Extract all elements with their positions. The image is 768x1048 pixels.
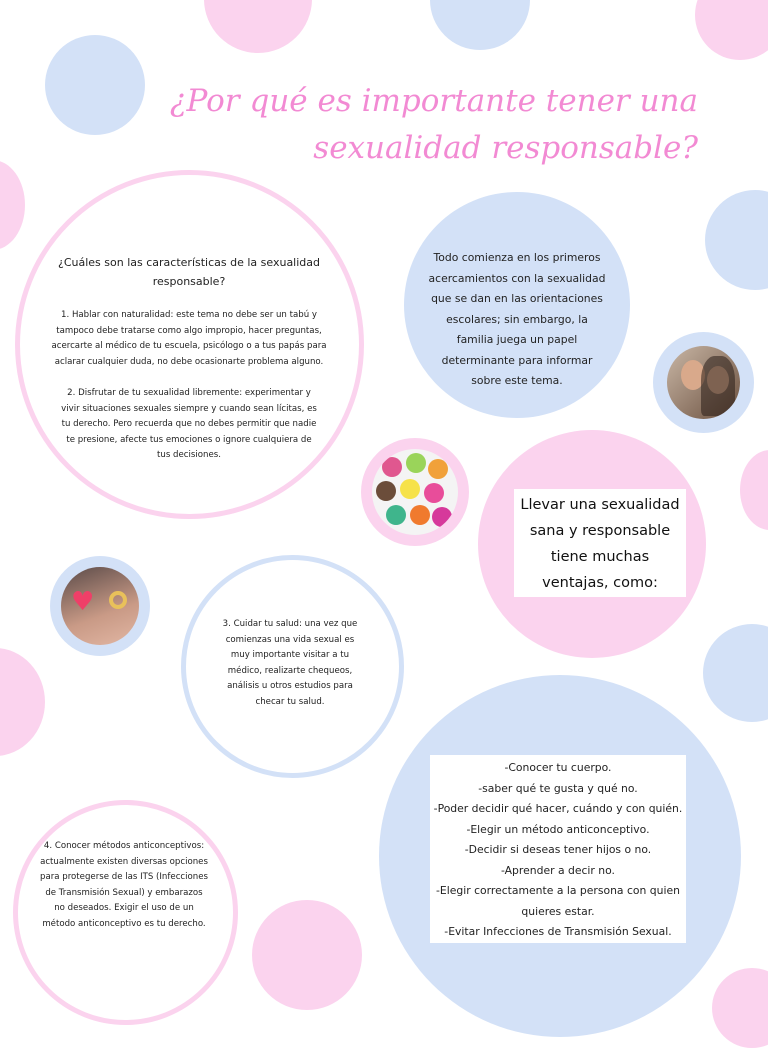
characteristic-item-4: 4. Conocer métodos anticonceptivos: actualmente existen diversas opciones para protegerse de las ITS (Infecciones de Transmisión Sexual) y embarazos no deseados. Exigir el uso de un método anticonceptivo es tu derecho. (40, 841, 208, 929)
decor-dot (430, 0, 530, 50)
condom-icon (376, 481, 396, 501)
advantages-box (514, 489, 686, 597)
hands-photo (61, 567, 139, 645)
title-line-1: ¿Por qué es importante tener una (169, 83, 698, 119)
decor-dot (703, 624, 768, 722)
intro-text: Todo comienza en los primeros acercamientos con la sexualidad que se dan en las orientaciones escolares; sin embargo, la familia juega un papel determinante para informar sobre este tema. (428, 251, 606, 387)
characteristic-item-2: 2. Disfrutar de tu sexualidad libremente: experimentar y vivir situaciones sexuales siempre y cuando sean lícitas, es tu derecho. Pero recuerda que no debes permitir que nadie te presione, afecte tus emociones o ignore cualquiera de tus decisiones. (61, 388, 317, 460)
condom-icon (386, 505, 406, 525)
condom-icon (410, 505, 430, 525)
title-line-2: sexualidad responsable? (313, 130, 698, 166)
benefit-item: -Elegir correctamente a la persona con quien (436, 884, 680, 897)
decor-dot (0, 160, 25, 250)
condom-ring-icon (109, 591, 127, 609)
condom-icon (400, 479, 420, 499)
decor-dot (705, 190, 768, 290)
benefit-item: -Evitar Infecciones de Transmisión Sexual. (444, 925, 672, 938)
decor-dot (45, 35, 145, 135)
benefit-item: -saber qué te gusta y qué no. (478, 781, 638, 795)
hair-shape (701, 356, 735, 416)
characteristic-item-3: 3. Cuidar tu salud: una vez que comienzas una vida sexual es muy importante visitar a tu médico, realizarte chequeos, análisis u otros estudios para checar tu salud. (222, 619, 358, 707)
decor-dot (252, 900, 362, 1010)
benefit-item: -Conocer tu cuerpo. (504, 761, 612, 774)
decor-dot (712, 968, 768, 1048)
page-title (138, 78, 698, 172)
decor-dot (0, 648, 45, 756)
benefit-item: -Poder decidir qué hacer, cuándo y con quién. (433, 802, 683, 815)
couple-photo (667, 346, 740, 419)
condom-icon (424, 483, 444, 503)
benefit-item: -Decidir si deseas tener hijos o no. (464, 843, 652, 856)
condom-icon (428, 459, 448, 479)
decor-dot (204, 0, 312, 53)
condoms-photo (372, 449, 458, 535)
benefit-item: -Elegir un método anticonceptivo. (466, 822, 650, 836)
heart-icon: ♥ (71, 587, 95, 617)
decor-dot (695, 0, 768, 60)
benefit-item: quieres estar. (521, 904, 595, 918)
condom-icon (406, 453, 426, 473)
characteristics-heading: ¿Cuáles son las características de la sexualidad responsable? (58, 256, 320, 288)
decor-dot (740, 450, 768, 530)
condom-icon (382, 457, 402, 477)
benefits-box (430, 755, 686, 943)
condom-icon (432, 507, 452, 527)
characteristics-content (46, 253, 332, 464)
advantages-text: Llevar una sexualidad sana y responsable tiene muchas ventajas, como: (520, 497, 680, 591)
benefit-item: -Aprender a decir no. (501, 863, 615, 877)
characteristic-item-1: 1. Hablar con naturalidad: este tema no debe ser un tabú y tampoco debe tratarse como algo impropio, hacer preguntas, acercarte al médico de tu escuela, psicólogo o a tus papás para aclarar cualquier duda, no debe ocasionarte problema alguno. (51, 310, 327, 367)
